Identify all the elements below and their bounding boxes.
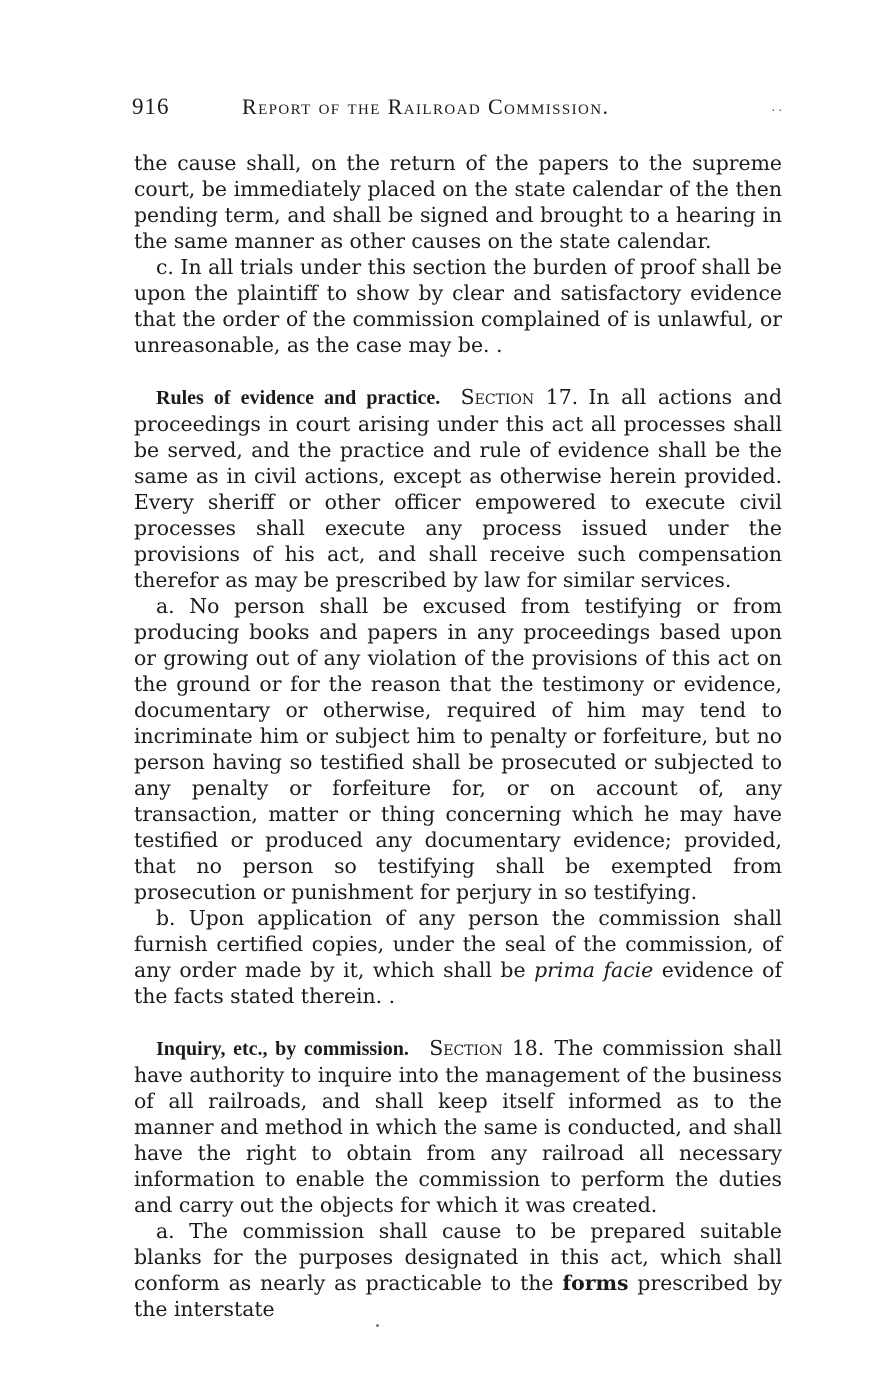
page-number: 916: [132, 94, 170, 119]
page-header: [132, 94, 782, 126]
body-text: [134, 150, 782, 1322]
section-17-paragraph-a: a. No person shall be excused from testifying or from producing books and papers in any proceedings based upon or growing out of any violation of the provisions of this act on the ground or for the reason that the testimony or evidence, documentary or otherwise, required of him may tend to incriminate him or subject him to penalty or forfeiture, but no person having so testified shall be prosecuted or subjected to any penalty or forfeiture for, or on account of, any transaction, matter or thing concerning which he may have testified or produced any documentary evidence; provided, that no person so testifying shall be exempted from prosecution or punishment for perjury in so testifying.: [134, 594, 782, 904]
running-head: Report of the Railroad Commission.: [242, 94, 610, 119]
section-17-heading: Rules of evidence and practice.: [156, 387, 441, 409]
section-17-paragraph-b: [134, 905, 782, 1009]
section-17-b-text-after: evidence of the facts stated therein. .: [134, 958, 783, 1008]
section-18-a-text-after: prescribed by the interstate: [134, 1271, 783, 1321]
section-17-b-text-before: b. Upon application of any person the commission shall furnish certified copies, under the seal of the commission, of any order made by it, which shall be: [134, 906, 782, 982]
section-18-paragraph-a: [134, 1218, 782, 1322]
section-18-heading: Inquiry, etc., by commission.: [156, 1038, 409, 1060]
section-18-paragraph: [134, 1035, 782, 1218]
footer-mark: [376, 1324, 379, 1327]
header-mark: . .: [771, 100, 782, 115]
section-17-text: In all actions and proceedings in court arising under this act all processes shall be served, and the practice and rule of evidence shall be the same as in civil actions, except as otherwise herein provided. Every sheriff or other officer empowered to execute civil processes shall execute any process issued under the provisions of his act, and shall receive such compensation therefor as may be prescribed by law for similar services.: [134, 385, 782, 592]
section-18-label: Section 18.: [429, 1036, 545, 1060]
section-17-label: Section 17.: [460, 385, 579, 409]
paragraph-c: c. In all trials under this section the burden of proof shall be upon the plaintiff to show by clear and satisfactory evidence that the order of the commission complained of is unlawful, or unreasonable, as the case may be. .: [134, 255, 782, 357]
section-18-text: The commission shall have authority to inquire into the management of the business of all railroads, and shall keep itself informed as to the manner and method in which the same is conducted, and shall have the right to obtain from any railroad all necessary information to enable the commission to perform the duties and carry out the objects for which it was created.: [134, 1036, 782, 1217]
section-18-a-text-before: a. The commission shall cause to be prepared suitable blanks for the purposes designated in this act, which shall conform as nearly as practicable to the: [134, 1219, 782, 1295]
prima-facie-italic: prima facie: [534, 958, 654, 982]
paragraph-continuation: the cause shall, on the return of the papers to the supreme court, be immediately placed on the state calendar of the then pending term, and shall be signed and brought to a hearing in the same manner as other causes on the state calendar.: [134, 151, 782, 253]
forms-bold-word: forms: [562, 1271, 629, 1295]
section-17-paragraph: [134, 384, 782, 593]
